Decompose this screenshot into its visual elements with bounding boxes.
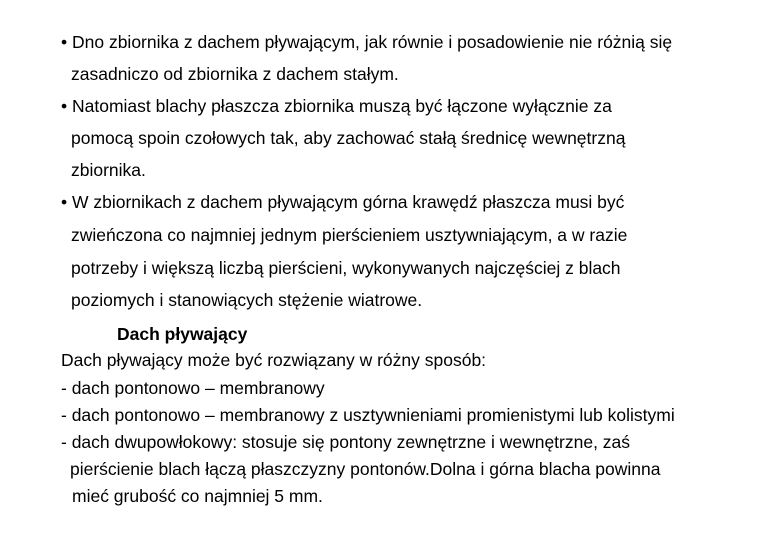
bullet-line: poziomych i stanowiących stężenie wiatrowe. (71, 290, 423, 310)
bullet-line: potrzeby i większą liczbą pierścieni, wykonywanych najczęściej z blach (71, 258, 621, 278)
bullet-line: pomocą spoin czołowych tak, aby zachować stałą średnicę wewnętrzną (71, 128, 626, 148)
list-item-line: - dach dwupowłokowy: stosuje się pontony zewnętrzne i wewnętrzne, zaś (61, 432, 631, 452)
list-item: - dach pontonowo – membranowy (61, 378, 325, 398)
list-item-line: pierścienie blach łączą płaszczyzny pontonów.Dolna i górna blacha powinna (70, 459, 661, 479)
bullet-line: • Natomiast blachy płaszcza zbiornika muszą być łączone wyłącznie za (61, 96, 612, 116)
bullet-line: zasadniczo od zbiornika z dachem stałym. (71, 64, 399, 84)
list-item: - dach pontonowo – membranowy z usztywnieniami promienistymi lub kolistymi (61, 405, 675, 425)
list-item-line: mieć grubość co najmniej 5 mm. (72, 486, 323, 506)
bullet-line: • W zbiornikach z dachem pływającym górna krawędź płaszcza musi być (61, 192, 625, 212)
section-heading: Dach pływający (117, 324, 248, 344)
section-intro: Dach pływający może być rozwiązany w różny sposób: (61, 350, 487, 370)
bullet-line: zwieńczona co najmniej jednym pierścieniem usztywniającym, a w razie (71, 225, 628, 245)
bullet-line: zbiornika. (71, 160, 146, 180)
bullet-line: • Dno zbiornika z dachem pływającym, jak równie i posadowienie nie różnią się (61, 32, 673, 52)
